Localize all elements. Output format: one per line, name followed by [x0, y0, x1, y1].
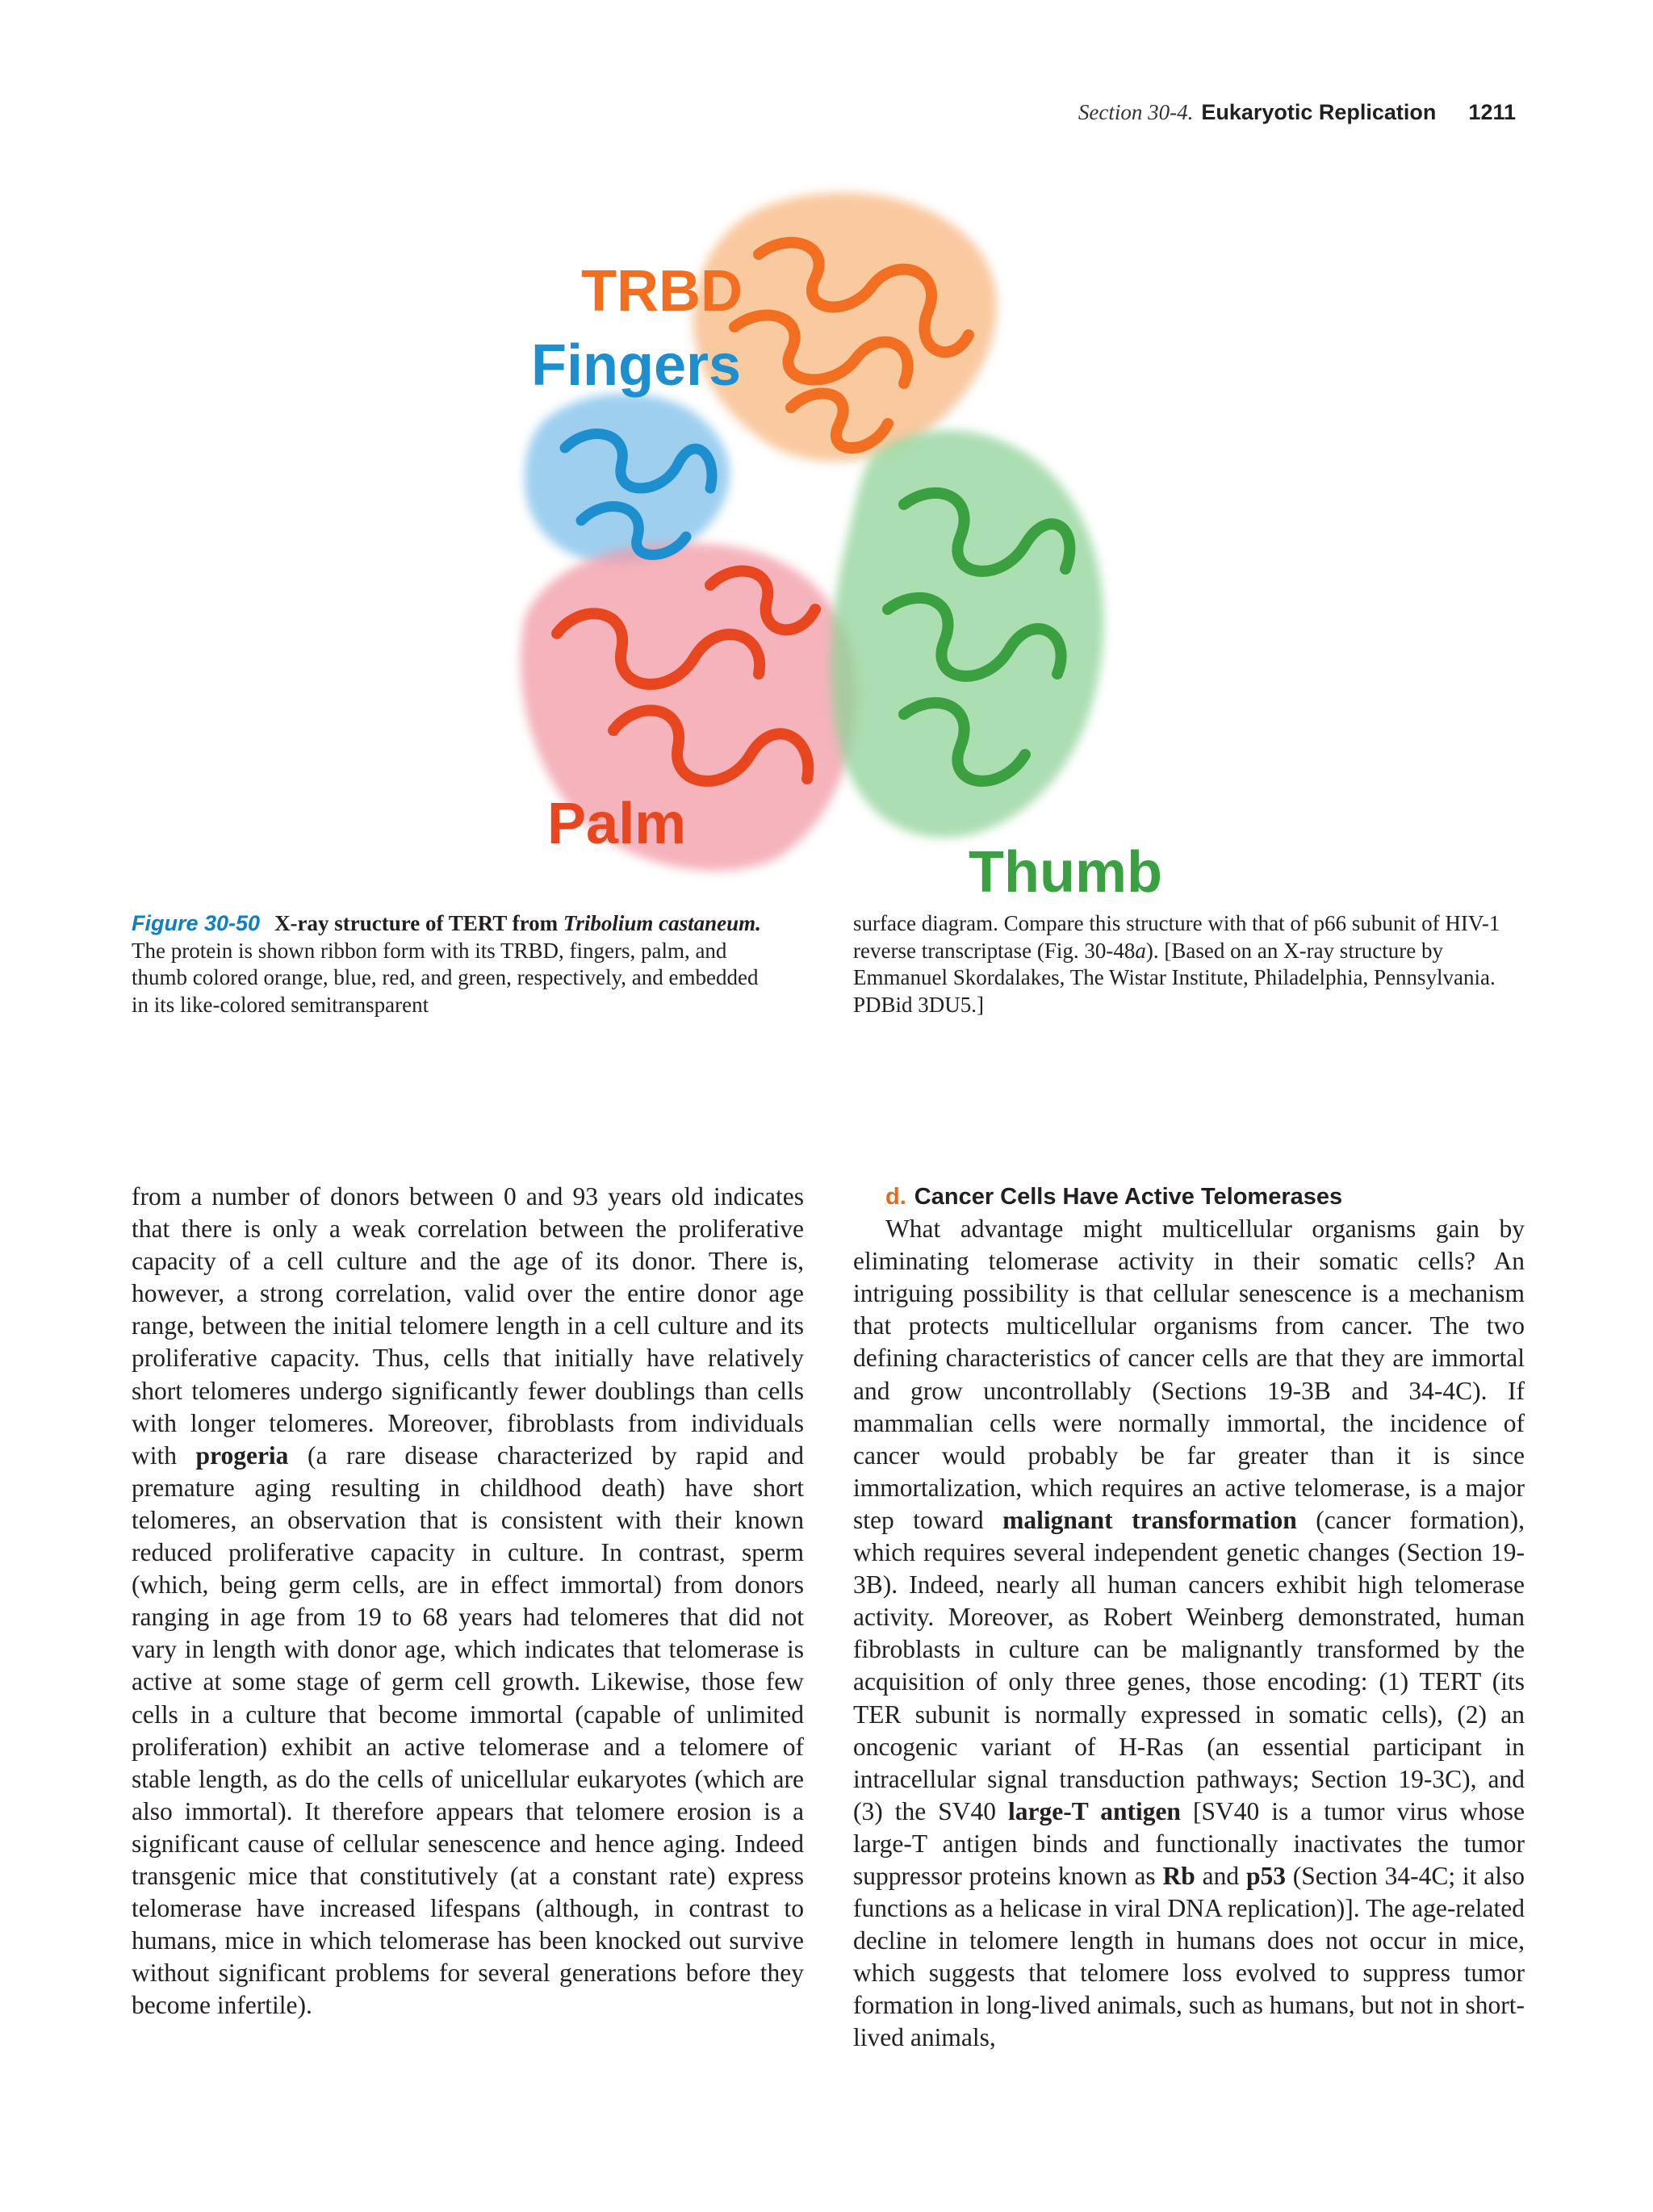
term-progeria: progeria [195, 1441, 289, 1470]
tert-structure-figure [452, 182, 1178, 900]
label-thumb: Thumb [969, 840, 1162, 900]
figure-caption-left [132, 910, 777, 1018]
text-run: and [1195, 1861, 1246, 1890]
protein-structure-image [452, 182, 1178, 900]
label-trbd: TRBD [581, 259, 743, 324]
page-number: 1211 [1468, 100, 1516, 124]
term-p53: p53 [1245, 1861, 1286, 1890]
text-run: What advantage might multicellular organisms gain by eliminating telomerase activity in their somatic cells? An intriguing possibility is that cellular senescence is a mechanism that protects multicellular organisms from cancer. The two defining characteristics of cancer cells are that they are immortal and grow uncontrollably (Sections 19-3B and 34-4C). If mammalian cells were normally immortal, the incidence of cancer would probably be far greater than it is since immortalization, which requires an active telomerase, is a major step toward [853, 1215, 1525, 1534]
caption-fig-letter: a [1135, 938, 1146, 963]
text-run: from a number of donors between 0 and 93 years old indicates that there is only a weak correlation between the proliferative capacity of a cell culture and the age of its donor. There is, however, a strong correlation, valid over the entire donor age range, between the initial telomere length in a cell culture and its proliferative capacity. Thus, cells that initially have relatively short telomeres undergo significantly fewer doublings than cells with longer telomeres. Moreover, fibroblasts from individuals with [132, 1182, 804, 1470]
paragraph [132, 1181, 804, 2022]
figure-caption-right [853, 910, 1523, 1018]
figure-number: Figure 30-50 [132, 911, 261, 935]
text-run: (a rare disease characterized by rapid and premature aging resulting in childhood death) have short telomeres, an observation that is consistent with their known reduced proliferative capacity in culture. In contrast, sperm (which, being germ cells, are in effect immortal) from donors ranging in age from 19 to 68 years had telomeres that did not vary in length with donor age, which indicates that telomerase is active at some stage of germ cell growth. Likewise, those few cells in a culture that become immortal (capable of unlimited proliferation) exhibit an active telomerase and a telomere of stable length, as do the cells of unicellular eukaryotes (which are also immortal). It therefore appears that telomere erosion is a significant cause of cellular senescence and hence aging. Indeed transgenic mice that constitutively (at a constant rate) express telomerase have increased lifespans (although, in contrast to humans, mice in which telomerase has been knocked out survive without significant problems for several generations before they become infertile). [132, 1441, 804, 2020]
caption-title-text: X-ray structure of TERT from [274, 911, 563, 935]
subsection-title: Cancer Cells Have Active Telomerases [914, 1184, 1343, 1210]
caption-text-right-1: surface diagram. Compare this structure with that of p66 subunit of HIV-1 reverse transcriptase (Fig. 30-48 [853, 911, 1500, 963]
term-large-t-antigen: large-T antigen [1008, 1796, 1181, 1825]
text-run: [SV40 is a tumor virus whose large-T antigen binds and functionally inactivates the tumor suppressor proteins known as [853, 1796, 1525, 1890]
label-palm: Palm [547, 792, 687, 856]
term-rb: Rb [1162, 1861, 1195, 1890]
subsection-letter: d. [885, 1184, 906, 1210]
text-run: (cancer formation), which requires several independent genetic changes (Section 19-3B). Indeed, nearly all human cancers exhibit high telomerase activity. Moreover, as Robert Weinberg demonstrated, human fibroblasts in culture can be malignantly transformed by the acquisition of only three genes, those encoding: (1) TERT (its TER subunit is normally expressed in somatic cells), (2) an oncogenic variant of H-Ras (an essential participant in intracellular signal transduction pathways; Section 19-3C), and (3) the SV40 [853, 1505, 1525, 1825]
caption-title [274, 911, 761, 935]
subsection-heading [885, 1181, 1525, 1213]
section-number: Section 30-4. [1078, 100, 1194, 124]
caption-text-left: The protein is shown ribbon form with its TRBD, fingers, palm, and thumb colored orange, blue, red, and green, respectively, and embedded in its like-colored semitransparent [132, 938, 759, 1017]
text-run: (Section 34-4C; it also functions as a helicase in viral DNA replication)]. The age-related decline in telomere length in humans does not occur in mice, which suggests that telomere loss evolved to suppress tumor formation in long-lived animals, such as humans, but not in short-lived animals, [853, 1861, 1525, 2052]
caption-text-right-2: ). [Based on an X-ray structure by Emmanuel Skordalakes, The Wistar Institute, Philadelphia, Pennsylvania. PDBid 3DU5.] [853, 938, 1496, 1017]
term-malignant-transformation: malignant transformation [1002, 1505, 1297, 1534]
body-column-right [853, 1181, 1525, 2055]
caption-species: Tribolium castaneum. [563, 911, 761, 935]
body-column-left [132, 1181, 804, 2022]
running-head [1078, 100, 1516, 125]
label-fingers: Fingers [531, 333, 742, 398]
section-title: Eukaryotic Replication [1201, 100, 1437, 124]
paragraph [853, 1213, 1525, 2054]
